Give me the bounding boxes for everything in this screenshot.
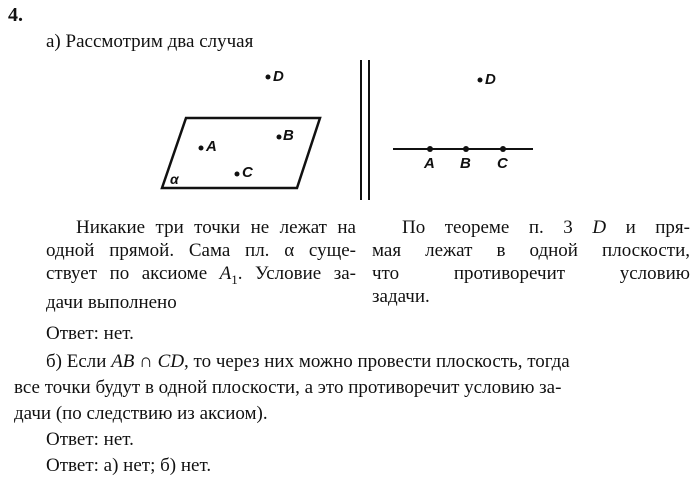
intro-text: а) Рассмотрим два случая: [46, 31, 254, 52]
right-line-3: что противоречит условию: [372, 263, 690, 284]
part-b-line-3: дачи (по следствию из аксиом).: [14, 403, 268, 424]
right-line-1: [372, 216, 690, 239]
label-b-right: B: [460, 155, 471, 172]
right-line-1b: и пря-: [606, 217, 690, 238]
intersection-symbol: ∩: [134, 351, 158, 372]
part-b-line-2: все точки будут в одной плоскости, а это противоречит условию за-: [14, 377, 562, 398]
part-b-1b: , то через них можно провести плоскость, тогда: [184, 351, 570, 372]
answer-b: Ответ: нет.: [46, 429, 134, 450]
point-d-left: [266, 75, 271, 80]
right-var-d: D: [592, 217, 607, 238]
axiom-sub: 1: [231, 271, 238, 287]
left-line-3b: . Условие за-: [237, 263, 356, 284]
label-a-right: A: [424, 155, 435, 172]
problem-number: 4.: [8, 4, 23, 26]
right-explanation: [372, 216, 690, 308]
point-d-right: [478, 78, 483, 83]
segment-cd: CD: [157, 351, 185, 372]
label-c-left: C: [242, 164, 253, 181]
left-line-1: Никакие три точки не лежат на: [76, 217, 356, 238]
right-line-1a: По теореме п. 3: [402, 217, 593, 238]
left-line-2: одной прямой. Сама пл. α суще-: [46, 240, 356, 261]
label-a-left: A: [206, 138, 217, 155]
part-b-line-1: [46, 350, 570, 373]
left-line-3: [46, 262, 356, 291]
part-b-1a: б) Если: [46, 351, 112, 372]
right-line-4: задачи.: [372, 286, 430, 307]
point-c-right: [500, 146, 506, 152]
point-b-left: [277, 135, 282, 140]
answer-a: Ответ: нет.: [46, 323, 134, 344]
label-b-left: B: [283, 127, 294, 144]
left-line-3a: ствует по аксиоме: [46, 263, 220, 284]
point-c-left: [235, 172, 240, 177]
left-explanation: [46, 216, 356, 314]
right-line-2: мая лежат в одной плоскости,: [372, 240, 690, 261]
point-a-right: [427, 146, 433, 152]
segment-ab: AB: [111, 351, 135, 372]
answer-final: Ответ: а) нет; б) нет.: [46, 455, 212, 476]
axiom-var: A: [219, 263, 232, 284]
label-d-left: D: [273, 68, 284, 85]
point-b-right: [463, 146, 469, 152]
label-alpha: α: [170, 171, 179, 187]
label-d-right: D: [485, 71, 496, 88]
point-a-left: [199, 146, 204, 151]
left-line-4: дачи выполнено: [46, 291, 177, 313]
label-c-right: C: [497, 155, 508, 172]
plane-alpha: [162, 118, 320, 188]
